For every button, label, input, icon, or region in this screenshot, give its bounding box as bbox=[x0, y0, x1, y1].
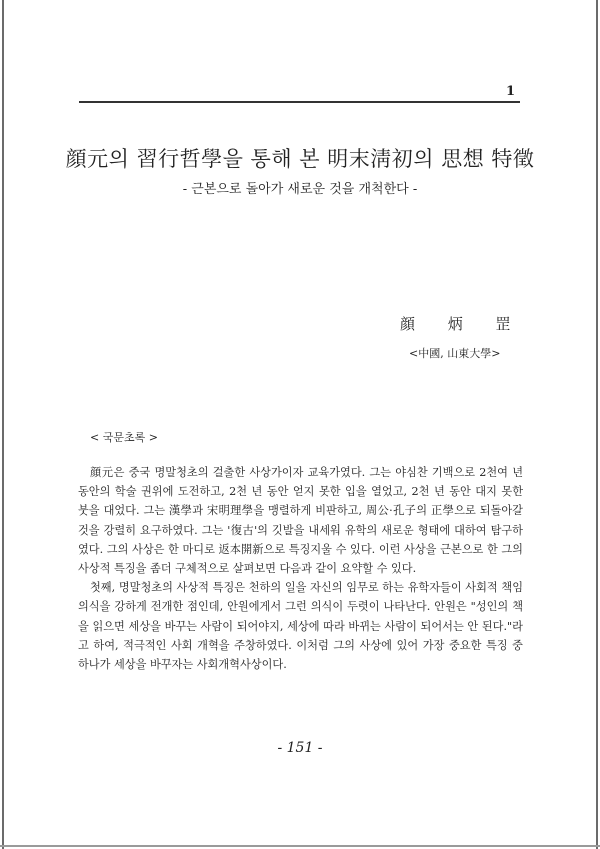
author-name: 顔 炳 罡 bbox=[400, 315, 525, 333]
header-rule bbox=[79, 101, 520, 103]
abstract-heading: < 국문초록 > bbox=[90, 431, 158, 444]
scan-bottom-edge bbox=[0, 845, 600, 847]
author-affiliation: <中國, 山東大學> bbox=[409, 347, 501, 360]
abstract-paragraph: 첫째, 명말청초의 사상적 특징은 천하의 일을 자신의 임무로 하는 유학자들이 사회적 책임의식을 강하게 전개한 점인데, 안원에게서 그런 의식이 두렷이 나타난다. 안원은 "성인의 책을 읽으면 세상을 바꾸는 사람이 되어야지, 세상에 따라 바뀌는 사람이 되어서는 안 된다."라고 하여, 적극적인 사회 개혁을 주창하였다. 이처럼 그의 사상에 있어 가장 중요한 특징 중 하나가 세상을 바꾸자는 사회개혁사상이다. bbox=[78, 581, 523, 672]
footer-page-number: - 151 - bbox=[277, 740, 323, 756]
scan-right-edge bbox=[596, 0, 598, 849]
header-page-number: 1 bbox=[506, 84, 516, 99]
scan-left-edge bbox=[2, 0, 4, 849]
abstract-paragraph: 顔元은 중국 명말청초의 걸출한 사상가이자 교육가였다. 그는 야심찬 기백으로 2천여 년 동안의 학술 권위에 도전하고, 2천 년 동안 얻지 못한 입을 열었고, 2천 년 동안 대지 못한 붓을 대었다. 그는 漢學과 宋明理學을 맹렬하게 비판하고, 周公·孔子의 正學으로 되돌아갈 것을 강렬히 요구하였다. 그는 '復古'의 깃발을 내세워 유학의 새로운 형태에 대하여 탐구하였다. 그의 사상은 한 마디로 返本開新으로 특징지울 수 있다. 이런 사상을 근본으로 한 그의 사상적 특징을 좀더 구체적으로 살펴보면 다음과 같이 요약할 수 있다. bbox=[78, 466, 523, 576]
paper-subtitle: - 근본으로 돌아가 새로운 것을 개척한다 - bbox=[182, 182, 418, 197]
abstract-body bbox=[78, 463, 523, 674]
paper-title: 顔元의 習行哲學을 통해 본 明末淸初의 思想 特徵 bbox=[65, 147, 535, 171]
